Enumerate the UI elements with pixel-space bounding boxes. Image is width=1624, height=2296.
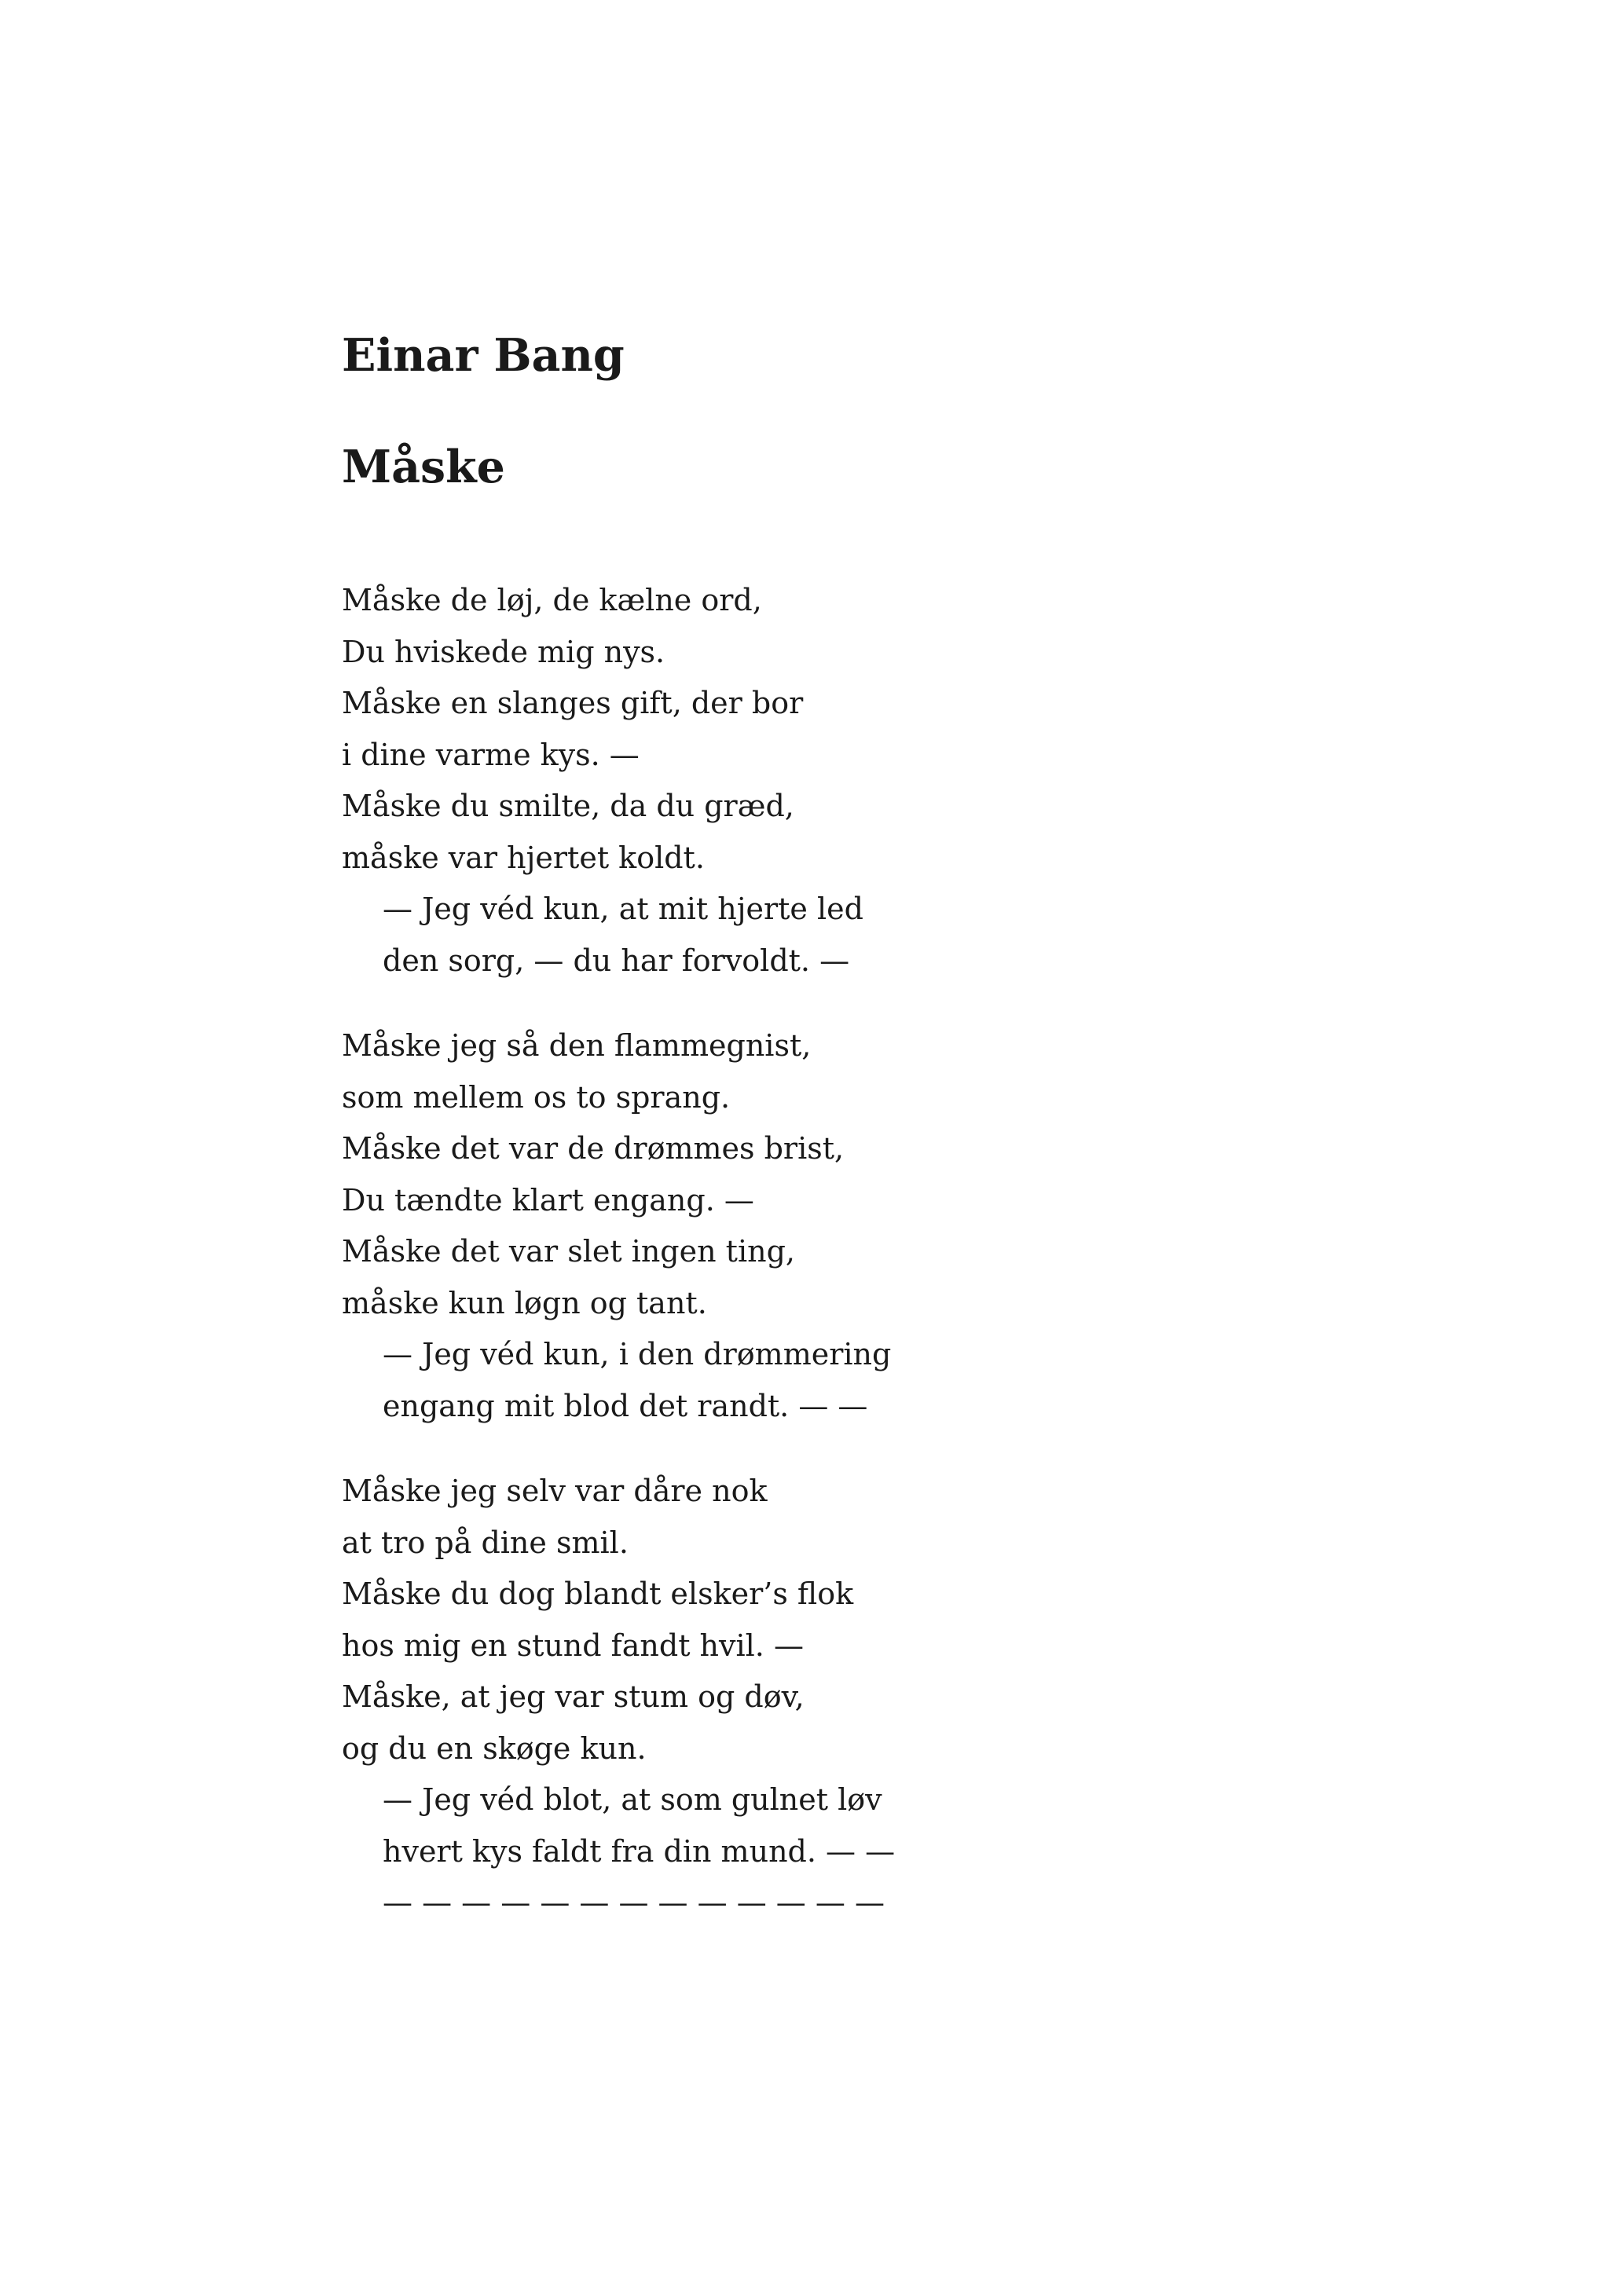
poem-line-indented: — Jeg véd kun, i den drømmering — [383, 1337, 892, 1371]
poem-line: Måske en slanges gift, der bor — [342, 686, 804, 720]
poem-line: Måske du dog blandt elsker’s flok — [342, 1576, 854, 1611]
poem-line: i dine varme kys. — — [342, 737, 640, 772]
author-name: Einar Bang — [342, 329, 625, 382]
poem-title: Måske — [342, 441, 505, 493]
stanza-1 — [342, 575, 895, 987]
poem-line: Måske jeg selv var dåre nok — [342, 1474, 768, 1508]
poem-line: Måske de løj, de kælne ord, — [342, 583, 762, 617]
poem-line: måske var hjertet koldt. — [342, 840, 705, 875]
poem-line: som mellem os to sprang. — [342, 1079, 731, 1115]
poem-line: at tro på dine smil. — [342, 1525, 629, 1560]
poem-line: Måske jeg så den flammegnist, — [342, 1028, 812, 1063]
poem-line: måske kun løgn og tant. — [342, 1285, 707, 1320]
dash-rule-line: — — — — — — — — — — — — — — [383, 1885, 885, 1920]
poem-line: Du hviskede mig nys. — [342, 634, 665, 669]
poem-line-indented: den sorg, — du har forvoldt. — — [383, 943, 850, 978]
poem-line: Du tændte klart engang. — — [342, 1182, 754, 1218]
poem-line: Måske det var de drømmes brist, — [342, 1131, 845, 1166]
poem-line: hos mig en stund fandt hvil. — — [342, 1628, 804, 1663]
poem-line: Måske det var slet ingen ting, — [342, 1234, 795, 1269]
poem-body — [342, 575, 895, 1963]
poem-line: Måske, at jeg var stum og døv, — [342, 1679, 805, 1714]
poem-line-indented: — Jeg véd blot, at som gulnet løv — [383, 1782, 882, 1817]
poem-line-indented: engang mit blod det randt. — — — [383, 1388, 868, 1423]
stanza-2 — [342, 1020, 895, 1432]
poem-line: Måske du smilte, da du græd, — [342, 789, 794, 823]
poem-line: og du en skøge kun. — [342, 1730, 647, 1766]
poem-line-indented: — Jeg véd kun, at mit hjerte led — [383, 892, 863, 926]
stanza-3 — [342, 1466, 895, 1929]
poem-line-indented: hvert kys faldt fra din mund. — — — [383, 1833, 896, 1869]
